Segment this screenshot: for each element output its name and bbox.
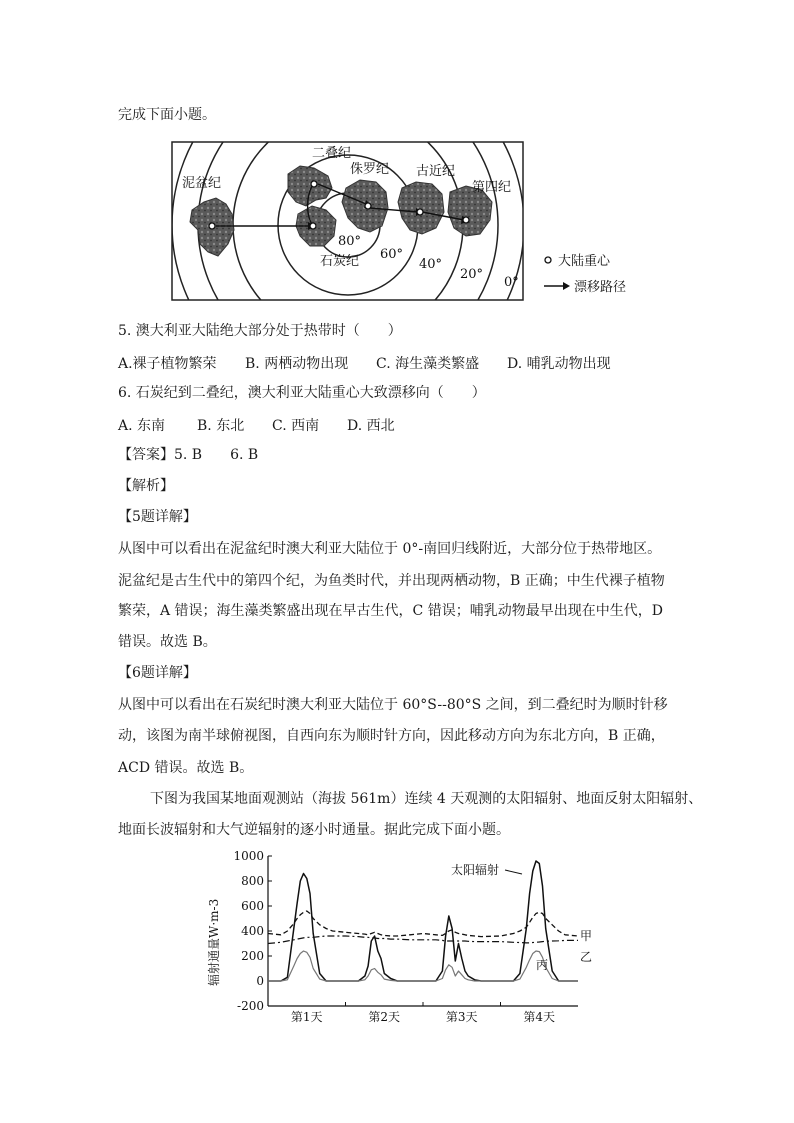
legend-center-symbol bbox=[545, 257, 551, 263]
intro2-paragraph: 下图为我国某地面观测站（海拔 561m）连续 4 天观测的太阳辐射、地面反射太阳辐射、 bbox=[150, 791, 703, 807]
center-point-carboniferous bbox=[310, 223, 316, 229]
q6-stem: 6. 石炭纪到二叠纪，澳大利亚大陆重心大致漂移向（ ） bbox=[118, 385, 486, 401]
d6-title: 【6题详解】 bbox=[118, 665, 197, 681]
series-bing bbox=[268, 951, 578, 981]
label-permian: 二叠纪 bbox=[312, 146, 352, 161]
lat-label-0: 0° bbox=[504, 275, 519, 290]
center-point-devonian bbox=[209, 223, 215, 229]
center-point-jurassic bbox=[365, 203, 371, 209]
d6-paragraph: 从图中可以看出在石炭纪时澳大利亚大陆位于 60°S--80°S 之间，到二叠纪时为顺时针移 bbox=[118, 697, 668, 713]
q6-option-a: A. 东南 bbox=[118, 418, 166, 434]
q5-option-d: D. 哺乳动物出现 bbox=[507, 356, 611, 372]
legend-center-label: 大陆重心 bbox=[558, 254, 611, 269]
y-tick-label: 600 bbox=[241, 899, 264, 913]
y-tick-label: 1000 bbox=[233, 849, 264, 863]
label-carboniferous: 石炭纪 bbox=[320, 254, 360, 269]
analysis-heading: 【解析】 bbox=[118, 478, 174, 494]
center-point-paleogene bbox=[417, 209, 423, 215]
x-tick-label: 第1天 bbox=[290, 1010, 323, 1024]
x-tick-label: 第3天 bbox=[445, 1010, 478, 1024]
series-label-leader bbox=[505, 870, 522, 874]
d5-paragraph: 泥盆纪是古生代中的第四个纪，为鱼类时代，并出现两栖动物，B 正确；中生代裸子植物 bbox=[118, 573, 665, 589]
legend-path-label: 漂移路径 bbox=[574, 280, 627, 295]
center-point-quaternary bbox=[463, 217, 469, 223]
continent-permian bbox=[288, 166, 332, 206]
y-tick-label: 400 bbox=[241, 924, 264, 938]
q6-option-d: D. 西北 bbox=[347, 418, 395, 434]
continental-drift-map bbox=[170, 140, 650, 306]
lat-label-80: 80° bbox=[338, 234, 362, 249]
y-tick-label: 0 bbox=[256, 974, 264, 988]
series-label-jia: 甲 bbox=[580, 929, 593, 943]
lat-label-60: 60° bbox=[380, 247, 404, 262]
q6-option-b: B. 东北 bbox=[197, 418, 245, 434]
d5-paragraph: 从图中可以看出在泥盆纪时澳大利亚大陆位于 0°-南回归线附近，大部分位于热带地区。 bbox=[118, 541, 662, 557]
label-quaternary: 第四纪 bbox=[472, 180, 512, 195]
x-tick-label: 第2天 bbox=[368, 1010, 401, 1024]
lat-label-20: 20° bbox=[460, 267, 484, 282]
legend-arrow-head bbox=[563, 282, 570, 290]
y-tick-label: 200 bbox=[241, 949, 264, 963]
lat-label-40: 40° bbox=[419, 257, 443, 272]
intro-text: 完成下面小题。 bbox=[118, 107, 216, 123]
continent-paleogene bbox=[398, 182, 444, 234]
d5-paragraph: 繁荣，A 错误；海生藻类繁盛出现在早古生代，C 错误；哺乳动物最早出现在中生代，D bbox=[118, 603, 663, 619]
intro2-paragraph: 地面长波辐射和大气逆辐射的逐小时通量。据此完成下面小题。 bbox=[118, 822, 510, 838]
d5-title: 【5题详解】 bbox=[118, 509, 197, 525]
q6-option-c: C. 西南 bbox=[272, 418, 320, 434]
d6-paragraph: ACD 错误。故选 B。 bbox=[118, 760, 254, 776]
d5-paragraph: 错误。故选 B。 bbox=[118, 634, 217, 650]
q5-stem: 5. 澳大利亚大陆绝大部分处于热带时（ ） bbox=[118, 323, 402, 339]
series-label-bing: 丙 bbox=[536, 958, 549, 972]
center-point-permian bbox=[311, 181, 317, 187]
series-solar-radiation bbox=[268, 861, 578, 981]
series-label-solar: 太阳辐射 bbox=[451, 863, 500, 877]
q5-option-b: B. 两栖动物出现 bbox=[245, 356, 349, 372]
label-jurassic: 侏罗纪 bbox=[350, 162, 390, 177]
series-jia bbox=[268, 911, 578, 937]
answer-line: 【答案】5. B 6. B bbox=[118, 447, 259, 463]
y-tick-label: 800 bbox=[241, 874, 264, 888]
q5-option-c: C. 海生藻类繁盛 bbox=[376, 356, 480, 372]
radiation-chart bbox=[200, 844, 600, 1030]
label-paleogene: 古近纪 bbox=[416, 164, 456, 179]
y-axis-label: 辐射通量W·m-3 bbox=[207, 898, 221, 986]
y-tick-label: -200 bbox=[237, 999, 264, 1013]
series-label-yi: 乙 bbox=[580, 950, 593, 964]
d6-paragraph: 动，该图为南半球俯视图，自西向东为顺时针方向，因此移动方向为东北方向，B 正确， bbox=[118, 728, 665, 744]
x-tick-label: 第4天 bbox=[523, 1010, 556, 1024]
label-devonian: 泥盆纪 bbox=[182, 176, 222, 191]
q5-option-a: A.裸子植物繁荣 bbox=[118, 356, 217, 372]
